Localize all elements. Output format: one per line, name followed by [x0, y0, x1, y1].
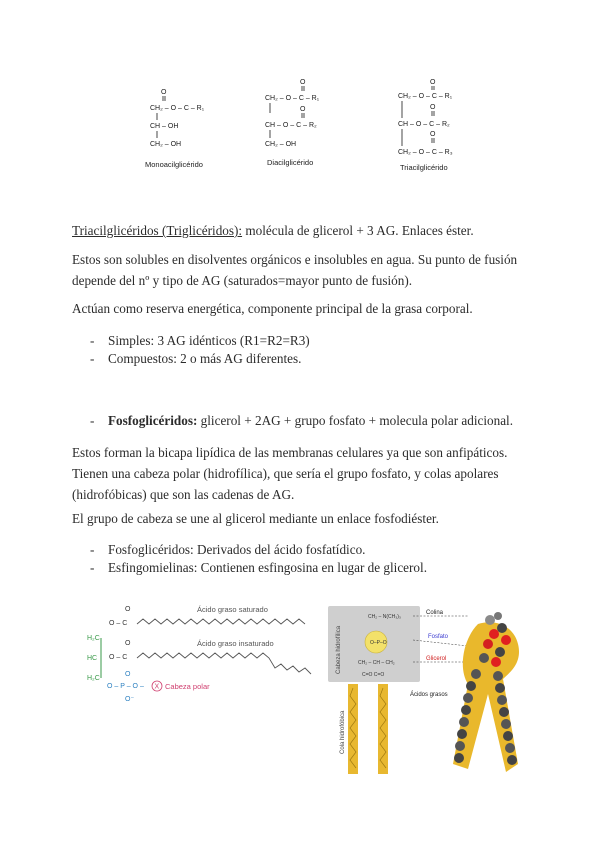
fosfo-heading-rest: glicerol + 2AG + grupo fosfato + molecula polar adicional. — [197, 413, 514, 428]
fosfo-list — [90, 541, 427, 576]
mono-line1: CH₂ – O – C – R₁ — [150, 105, 205, 112]
svg-text:O – C: O – C — [109, 654, 128, 661]
svg-text:O: O — [300, 79, 306, 86]
svg-text:H₂C: H₂C — [87, 635, 100, 642]
label-cabeza-polar: Cabeza polar — [165, 682, 210, 691]
di-line3: CH₂ – OH — [265, 141, 297, 148]
diacilglicerido-structure — [265, 78, 345, 163]
space-filling-model — [453, 612, 519, 772]
svg-text:O – C: O – C — [109, 620, 128, 627]
label-cabeza-hidrofilica: Cabeza hidrofílica — [336, 625, 342, 674]
svg-text:O – P – O –: O – P – O – — [107, 683, 144, 690]
tri-caption: Triacilglicérido — [400, 163, 448, 172]
svg-text:HC: HC — [87, 655, 98, 662]
svg-text:H₂C: H₂C — [87, 675, 100, 682]
list-item: - Esfingomielinas: Contienen esfingosina en lugar de glicerol. — [90, 559, 427, 577]
list-item — [90, 412, 513, 430]
label-insaturado: Ácido graso insaturado — [197, 639, 274, 648]
fosfo-heading-list — [90, 412, 513, 430]
svg-text:O: O — [300, 106, 306, 113]
tail-bar-right — [378, 684, 388, 774]
triacilglicerido-diagram — [398, 78, 478, 163]
tri-line1: CH₂ – O – C – R₁ — [398, 93, 453, 100]
fosfo-paragraph-2: El grupo de cabeza se une al glicerol mediante un enlace fosfodiéster. — [72, 511, 439, 526]
triacil-heading: Triacilglicéridos (Triglicéridos): — [72, 223, 243, 238]
label-fosfato: Fosfato — [428, 634, 449, 640]
fosfo-heading: Fosfoglicéridos: — [108, 413, 198, 428]
diacilglicerido-diagram — [265, 78, 345, 158]
triacil-heading-rest: molécula de glicerol + 3 AG. Enlaces éster. — [242, 223, 474, 238]
svg-text:O: O — [125, 640, 131, 647]
svg-text:CH₂ – CH – CH₂: CH₂ – CH – CH₂ — [358, 660, 395, 666]
tail-bar-left — [348, 684, 358, 774]
triacil-paragraph-2: Actúan como reserva energética, componente principal de la grasa corporal. — [72, 301, 473, 316]
svg-text:O: O — [125, 606, 131, 613]
svg-text:O: O — [125, 671, 131, 678]
tri-line2: CH – O – C – R₂ — [398, 121, 450, 128]
svg-text:CH₂ – N(CH₃)₃: CH₂ – N(CH₃)₃ — [368, 614, 401, 620]
label-saturado: Ácido graso saturado — [197, 605, 268, 614]
list-item: - Simples: 3 AG idénticos (R1=R2=R3) — [90, 332, 310, 350]
triacil-paragraph-1: Estos son solubles en disolventes orgánicos e insolubles en agua. Su punto de fusión depende del nº y tipo de AG (saturados=mayor punto de fusión). — [72, 252, 518, 288]
mono-line3: CH₂ – OH — [150, 141, 182, 148]
fosfo-paragraph-1: Estos forman la bicapa lipídica de las membranas celulares ya que son anfipáticos. Tienen una cabeza polar (hidrofílica), que sería el grupo fosfato, y colas apolares (hidrofóbicas) que son las cadenas de AG. — [72, 445, 508, 502]
svg-text:O: O — [430, 104, 436, 111]
phospholipid-model-figure — [318, 604, 558, 776]
svg-text:O–P–O: O–P–O — [370, 640, 387, 646]
di-caption: Diacilglicérido — [267, 158, 314, 167]
mono-caption: Monoacilglicérido — [145, 160, 203, 169]
mono-line2: CH – OH — [150, 123, 179, 130]
list-item: - Fosfoglicéridos: Derivados del ácido fosfatídico. — [90, 541, 427, 559]
label-acidos-grasos: Ácidos grasos — [410, 692, 448, 698]
svg-text:C=O C=O: C=O C=O — [362, 672, 385, 678]
label-cola-hidrofobica: Cola hidrofóbica — [340, 710, 346, 754]
tri-line3: CH₂ – O – C – R₃ — [398, 149, 453, 156]
list-item: - Compuestos: 2 o más AG diferentes. — [90, 350, 310, 368]
svg-text:O: O — [430, 79, 436, 86]
svg-text:O⁻: O⁻ — [125, 696, 135, 703]
x-symbol: X — [154, 683, 160, 691]
di-line1: CH₂ – O – C – R₁ — [265, 95, 320, 102]
label-colina: Colina — [426, 610, 444, 616]
svg-text:O: O — [430, 131, 436, 138]
triacilglicerido-structure — [398, 78, 478, 168]
phospholipid-formula-diagram — [85, 598, 315, 713]
label-glicerol: Glicerol — [426, 656, 447, 662]
triacil-list — [90, 332, 310, 367]
monoacilglicerido-structure — [150, 88, 230, 163]
phospholipid-model-diagram — [318, 604, 558, 776]
phospholipid-formula-figure — [85, 598, 315, 713]
di-line2: CH – O – C – R₂ — [265, 122, 317, 129]
monoacilglicerido-diagram — [150, 88, 230, 158]
svg-text:O: O — [161, 89, 167, 96]
triacil-heading-line — [72, 220, 532, 241]
